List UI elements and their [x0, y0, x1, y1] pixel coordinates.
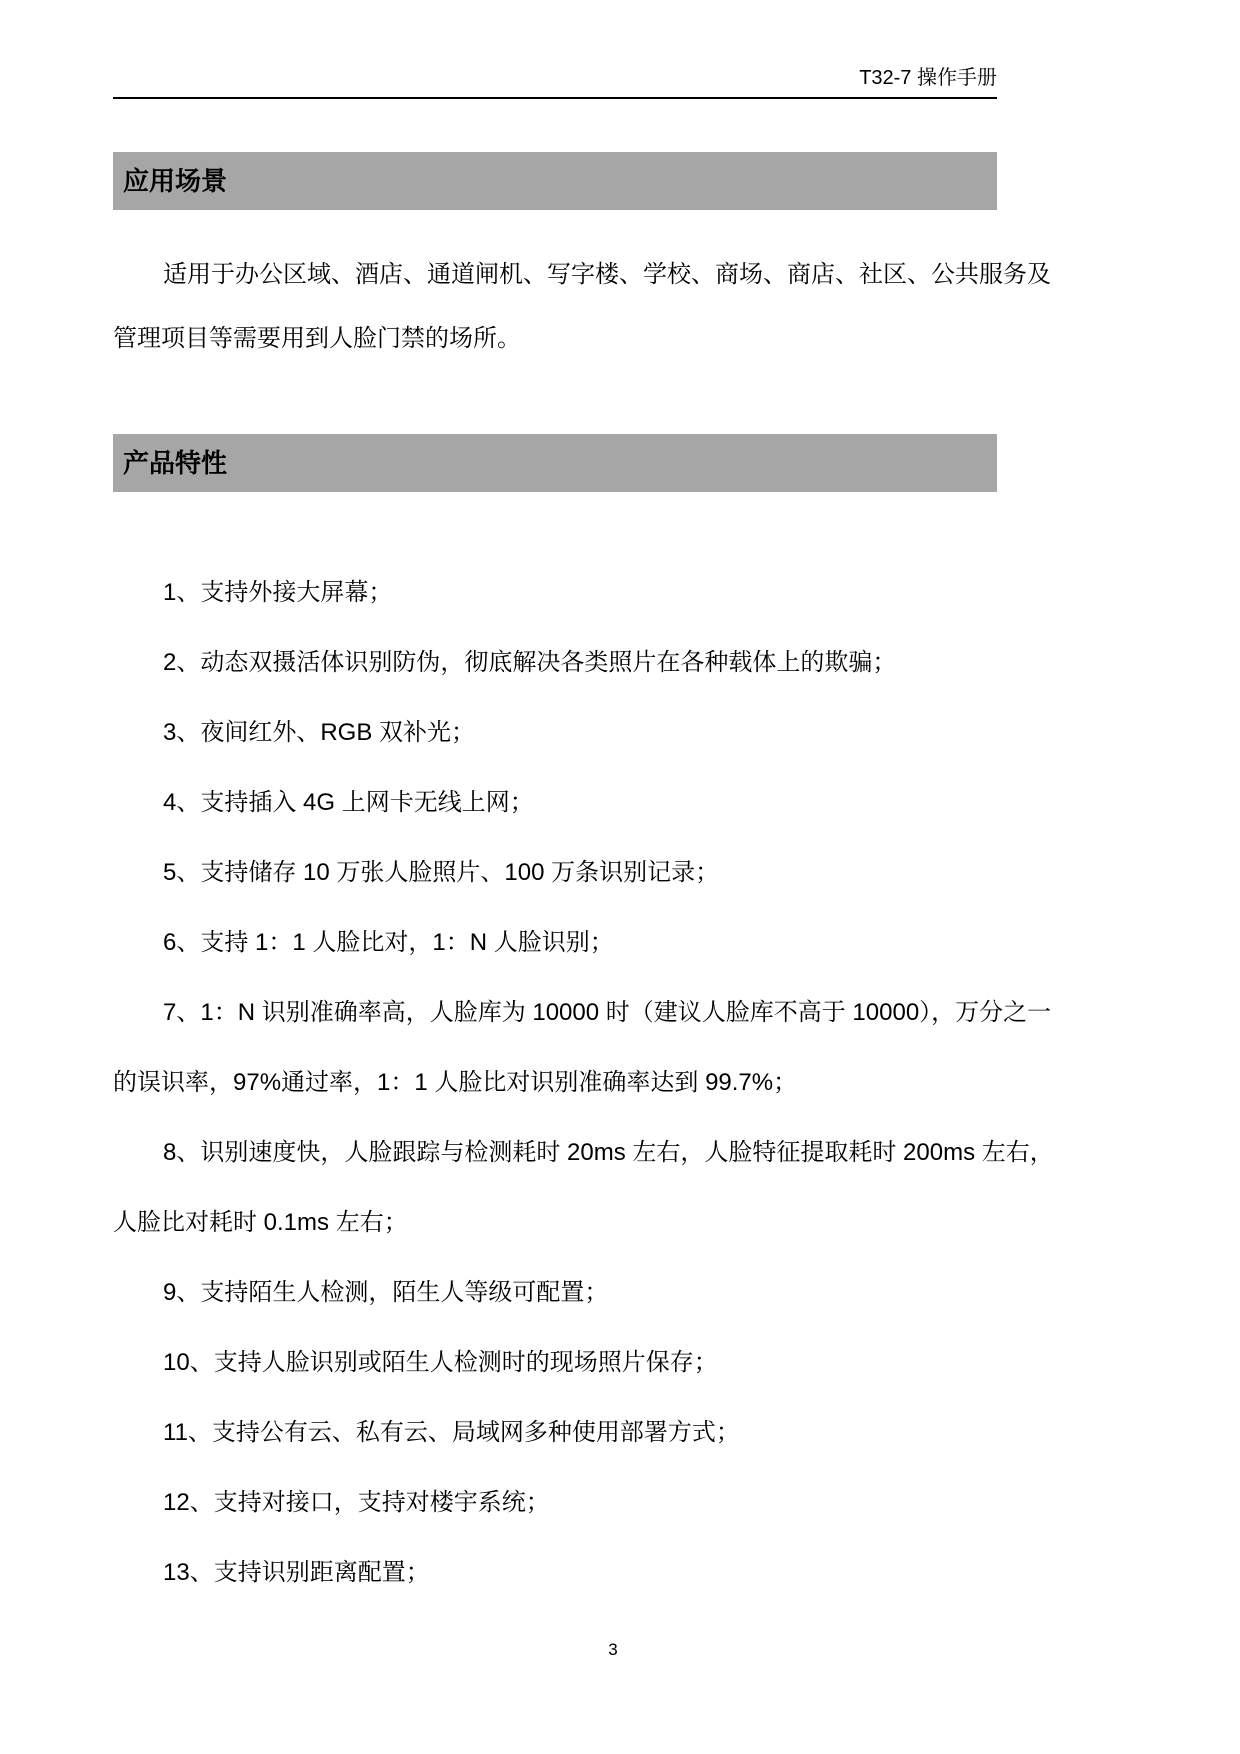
feature-item-3: 3、夜间红外、RGB 双补光；	[163, 719, 476, 746]
feature-item-2: 2、动态双摄活体识别防伪，彻底解决各类照片在各种载体上的欺骗；	[163, 649, 897, 676]
application-scenario-paragraph	[113, 243, 1113, 371]
feature-item-6: 6、支持 1：1 人脸比对，1：N 人脸识别；	[163, 929, 614, 956]
product-features-list	[113, 558, 1113, 1608]
section-heading-application-scenario	[113, 152, 997, 210]
section-heading-product-features	[113, 434, 997, 492]
feature-item-5: 5、支持储存 10 万张人脸照片、100 万条识别记录；	[163, 859, 720, 886]
header-rule	[113, 97, 997, 99]
page-header-title: T32-7 操作手册	[859, 67, 997, 89]
feature-item-4: 4、支持插入 4G 上网卡无线上网；	[163, 789, 534, 816]
feature-item-8-line-1: 8、识别速度快，人脸跟踪与检测耗时 20ms 左右，人脸特征提取耗时 200ms 左右，	[163, 1139, 1054, 1166]
paragraph-line: 适用于办公区域、酒店、通道闸机、写字楼、学校、商场、商店、社区、公共服务及	[163, 261, 1051, 288]
feature-item-1: 1、支持外接大屏幕；	[163, 579, 393, 606]
feature-item-8-line-2: 人脸比对耗时 0.1ms 左右；	[113, 1209, 408, 1236]
feature-item-13: 13、支持识别距离配置；	[163, 1559, 430, 1586]
feature-item-11: 11、支持公有云、私有云、局域网多种使用部署方式；	[163, 1419, 740, 1446]
feature-item-10: 10、支持人脸识别或陌生人检测时的现场照片保存；	[163, 1349, 718, 1376]
feature-item-7-line-2: 的误识率，97%通过率，1：1 人脸比对识别准确率达到 99.7%；	[113, 1069, 798, 1096]
section-heading-text: 应用场景	[123, 166, 228, 196]
page-number: 3	[608, 1640, 618, 1659]
feature-item-7-line-1: 7、1：N 识别准确率高，人脸库为 10000 时（建议人脸库不高于 10000），万分之一	[163, 999, 1052, 1026]
paragraph-line: 管理项目等需要用到人脸门禁的场所。	[113, 325, 521, 352]
section-heading-text: 产品特性	[123, 448, 228, 478]
feature-item-9: 9、支持陌生人检测，陌生人等级可配置；	[163, 1279, 609, 1306]
feature-item-12: 12、支持对接口，支持对楼宇系统；	[163, 1489, 550, 1516]
